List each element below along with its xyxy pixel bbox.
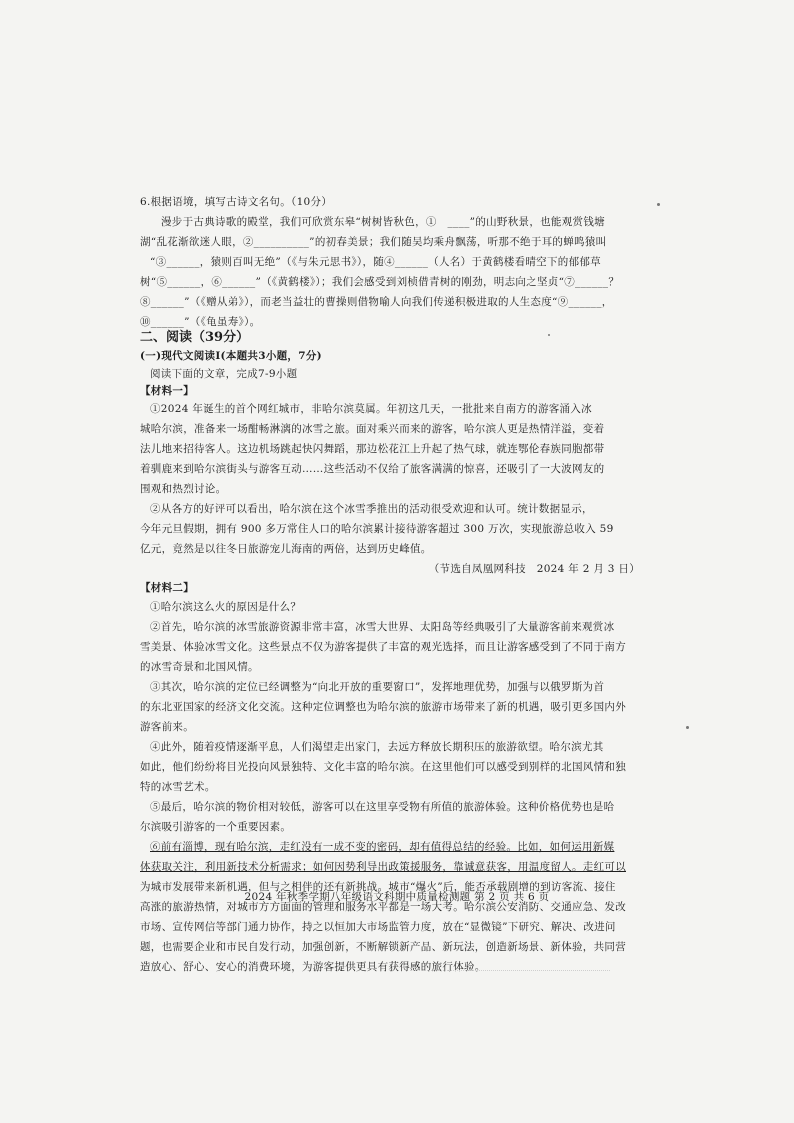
material-1-line: 围观和热烈讨论。 xyxy=(140,483,227,495)
material-1-line: 着驯鹿来到哈尔滨街头与游客互动……这些活动不仅给了旅客满满的惊喜，还吸引了一大波网友的 xyxy=(140,463,605,475)
reading-section xyxy=(140,328,640,977)
material-2-line: 造放心、舒心、安心的消费环境，为游客提供更具有获得感的旅行体验。 xyxy=(140,961,486,973)
material-2-line: ①哈尔滨这么火的原因是什么？ xyxy=(150,601,302,613)
section-heading: 二、阅读（39分） xyxy=(140,330,250,345)
question-6-line: ⑩______”（《龟虽寿》）。 xyxy=(140,316,261,328)
material-2-line: 如此，他们纷纷将目光投向风景独特、文化丰富的哈尔滨。在这里他们可以感受到别样的北国风情和独 xyxy=(140,761,626,773)
material-2-line: 游客前来。 xyxy=(140,721,194,733)
material-1-line: ①2024 年诞生的首个网红城市，非哈尔滨莫属。年初这几天，一批批来自南方的游客涌入冰 xyxy=(150,403,592,415)
question-6-line: 湖“乱花渐欲迷人眼，②__________”的初春美景；我们随吴均乘舟飘荡，听那不绝于耳的蝉鸣猿叫 xyxy=(140,236,607,248)
material-2-line: 尔滨吸引游客的一个重要因素。 xyxy=(140,821,292,833)
material-2-line: 高涨的旅游热情，对城市方方面面的管理和服务水平都是一场大考。哈尔滨公安消防、交通应急、发改 xyxy=(140,901,626,913)
question-6-line: ⑧______”（《赠从弟》），而老当益壮的曹操则借物喻人向我们传递积极进取的人生态度“⑨______， xyxy=(140,296,613,308)
material-1-line: 亿元，竟然是以往冬日旅游宠儿海南的两倍，达到历史峰值。 xyxy=(140,543,432,555)
material-2-line: ⑤最后，哈尔滨的物价相对较低，游客可以在这里享受物有所值的旅游体验。这种价格优势也是哈 xyxy=(150,801,615,813)
material-1-line: 今年元旦假期，拥有 900 多万常住人口的哈尔滨累计接待游客超过 300 万次，实现旅游总收入 59 xyxy=(140,523,614,535)
material-2-line: 市场、宣传网信等部门通力协作，持之以恒加大市场监管力度，放在“显微镜”下研究、解决、改进问 xyxy=(140,921,616,933)
scan-artifact-line xyxy=(410,970,610,971)
material-2-line: 的东北亚国家的经济文化交流。这种定位调整也为哈尔滨的旅游市场带来了新的机遇，吸引更多国内外 xyxy=(140,701,626,713)
scan-speck xyxy=(548,334,550,336)
scan-speck xyxy=(657,203,660,206)
material-1-source: （节选自凤凰网科技 2024 年 2 月 3 日） xyxy=(428,563,640,575)
material-2-label: 【材料二】 xyxy=(140,582,194,594)
material-2-line: 特的冰雪艺术。 xyxy=(140,781,216,793)
material-2-line: ③其次，哈尔滨的定位已经调整为“向北开放的重要窗口”，发挥地理优势，加强与以俄罗斯为首 xyxy=(150,681,605,693)
question-6-title: 6.根据语境，填写古诗文名句。（10分） xyxy=(140,196,333,208)
material-1-line: 城哈尔滨，准备来一场酣畅淋漓的冰雪之旅。面对乘兴而来的游客，哈尔滨人更是热情洋溢，变着 xyxy=(140,423,605,435)
question-6-line: 漫步于古典诗歌的殿堂，我们可欣赏东皋“树树皆秋色，① ____”的山野秋景，也能观赏钱塘 xyxy=(161,216,605,228)
material-2-line: 雪美景、体验冰雪文化。这些景点不仅为游客提供了丰富的观光选择，而且让游客感受到了不同于南方 xyxy=(140,641,626,653)
material-2-line: 的冰雪奇景和北国风情。 xyxy=(140,661,259,673)
material-2-line: 为城市发展带来新机遇，但与之相伴的还有新挑战。城市“爆火”后，能否承载剧增的到访客流、接住 xyxy=(140,881,616,893)
material-2-line: ④此外，随着疫情逐渐平息，人们渴望走出家门，去远方释放长期积压的旅游欲望。哈尔滨尤其 xyxy=(150,741,604,753)
material-2-line-underlined: 体获取关注，利用新技术分析需求；如何因势利导出政策援服务，靠诚意获客，用温度留人。走红可以 xyxy=(140,861,626,873)
sub-heading: (一)现代文阅读Ⅰ(本题共3小题，7分) xyxy=(140,350,322,362)
material-1-label: 【材料一】 xyxy=(140,385,194,397)
material-2-line: ②首先，哈尔滨的冰雪旅游资源非常丰富，冰雪大世界、太阳岛等经典吸引了大量游客前来观赏冰 xyxy=(150,621,615,633)
question-6 xyxy=(140,192,640,332)
question-6-line: “③______，猿则百叫无绝”（《与朱元思书》），随④______（人名）于黄鹤楼看晴空下的郁郁草 xyxy=(150,256,601,268)
material-2-line-underlined: ⑥前有淄博，现有哈尔滨，走红没有一成不变的密码，却有值得总结的经验。比如，如何运用新媒 xyxy=(150,841,615,853)
question-6-line: 树“⑤______，⑥______”（《黄鹤楼》）；我们会感受到刘桢借青树的刚劲，明志向之坚贞“⑦______？ xyxy=(140,276,620,288)
material-1-line: ②从各方的好评可以看出，哈尔滨在这个冰雪季推出的活动很受欢迎和认可。统计数据显示， xyxy=(150,503,593,515)
page-footer: 2024 年秋季学期八年级语文科期中质量检测题 第 2 页 共 6 页 xyxy=(244,891,550,903)
material-1-line: 法儿地来招待客人。这边机场跳起快闪舞蹈，那边松花江上升起了热气球，就连鄂伦春族同胞都带 xyxy=(140,443,605,455)
instruction: 阅读下面的文章，完成7-9小题 xyxy=(150,368,298,380)
scan-speck xyxy=(686,726,689,729)
material-2-line: 题，也需要企业和市民自发行动，加强创新，不断解锁新产品、新玩法，创造新场景、新体验，共同营 xyxy=(140,941,626,953)
